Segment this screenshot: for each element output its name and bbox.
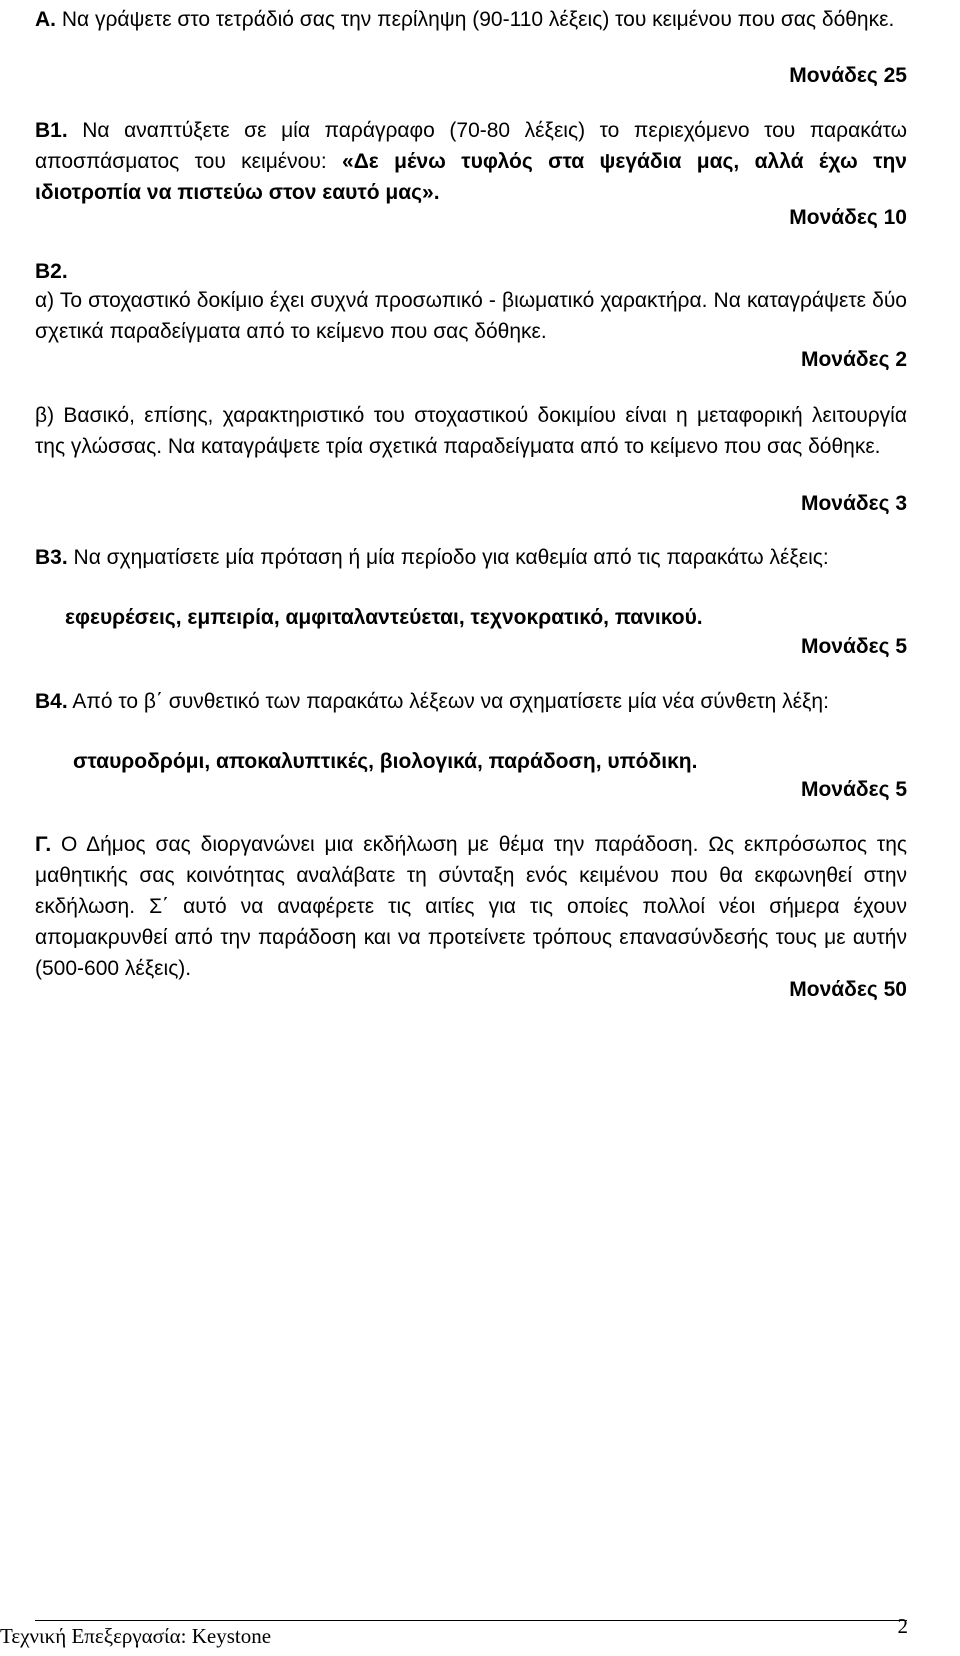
question-c-score: Μονάδες 50 [789, 978, 907, 1001]
question-b4-text: Από το β΄ συνθετικό των παρακάτω λέξεων να σχηματίσετε μία νέα σύνθετη λέξη: [67, 690, 829, 713]
question-b1-number: Β1. [35, 119, 68, 142]
question-b1-text: Να αναπτύξετε σε μία παράγραφο (70-80 λέξεις) το περιεχόμενο του παρακάτω αποσπάσματος του κειμένου: [35, 119, 907, 173]
question-b2-b-score: Μονάδες 3 [800, 492, 907, 515]
page-number: 2 [897, 1614, 908, 1638]
question-b2-number: Β2. [35, 260, 68, 283]
question-b3-text: Να σχηματίσετε μία πρόταση ή μία περίοδο για καθεμία από τις παρακάτω λέξεις: [67, 546, 829, 569]
question-b4-score: Μονάδες 5 [800, 778, 907, 801]
question-c-number: Γ. [35, 833, 52, 856]
question-b3-score: Μονάδες 5 [800, 635, 907, 658]
question-a-score: Μονάδες 25 [789, 64, 907, 87]
question-b3-words: εφευρέσεις, εμπειρία, αμφιταλαντεύεται, τεχνοκρατικό, πανικού. [65, 606, 703, 629]
question-a-text: Να γράψετε στο τετράδιό σας την περίληψη (90-110 λέξεις) του κειμένου που σας δόθηκε. [56, 8, 895, 31]
question-b4-words: σταυροδρόμι, αποκαλυπτικές, βιολογικά, παράδοση, υπόδικη. [73, 750, 698, 773]
footer-divider [35, 1620, 907, 1621]
question-b2-a: α) Το στοχαστικό δοκίμιο έχει συχνά προσωπικό - βιωματικό χαρακτήρα. Να καταγράψετε δύο σχετικά παραδείγματα από το κείμενο που σας δόθηκε. [35, 289, 907, 343]
question-b4-number: Β4. [35, 690, 68, 713]
question-b2-b: β) Βασικό, επίσης, χαρακτηριστικό του στοχαστικού δοκιμίου είναι η μεταφορική λειτουργία της γλώσσας. Να καταγράψετε τρία σχετικά παραδείγματα από το κείμενο που σας δόθηκε. [35, 404, 907, 458]
question-a-number: Α. [35, 8, 56, 31]
question-b4 [35, 686, 907, 717]
question-b1 [35, 115, 907, 208]
question-b1-quote: «Δε μένω τυφλός στα ψεγάδια μας, αλλά έχω την ιδιοτροπία να πιστεύω στον εαυτό μας». [35, 150, 907, 204]
question-b3 [35, 542, 907, 573]
question-c-text: Ο Δήμος σας διοργανώνει μια εκδήλωση με θέμα την παράδοση. Ως εκπρόσωπος της μαθητικής σας κοινότητας αναλάβατε τη σύνταξη ενός κειμένου που θα εκφωνηθεί στην εκδήλωση. Σ΄ αυτό να αναφέρετε τις αιτίες για τις οποίες πολλοί νέοι σήμερα έχουν απομακρυνθεί από την παράδοση και να προτείνετε τρόπους επανασύνδεσής τους με αυτήν (500-600 λέξεις). [35, 833, 907, 980]
question-b1-score: Μονάδες 10 [789, 206, 907, 229]
question-b2-a-score: Μονάδες 2 [800, 348, 907, 371]
question-c [35, 829, 907, 984]
question-b3-number: Β3. [35, 546, 68, 569]
question-a [35, 4, 907, 35]
footer-credit: Τεχνική Επεξεργασία: Keystone [0, 1624, 272, 1648]
